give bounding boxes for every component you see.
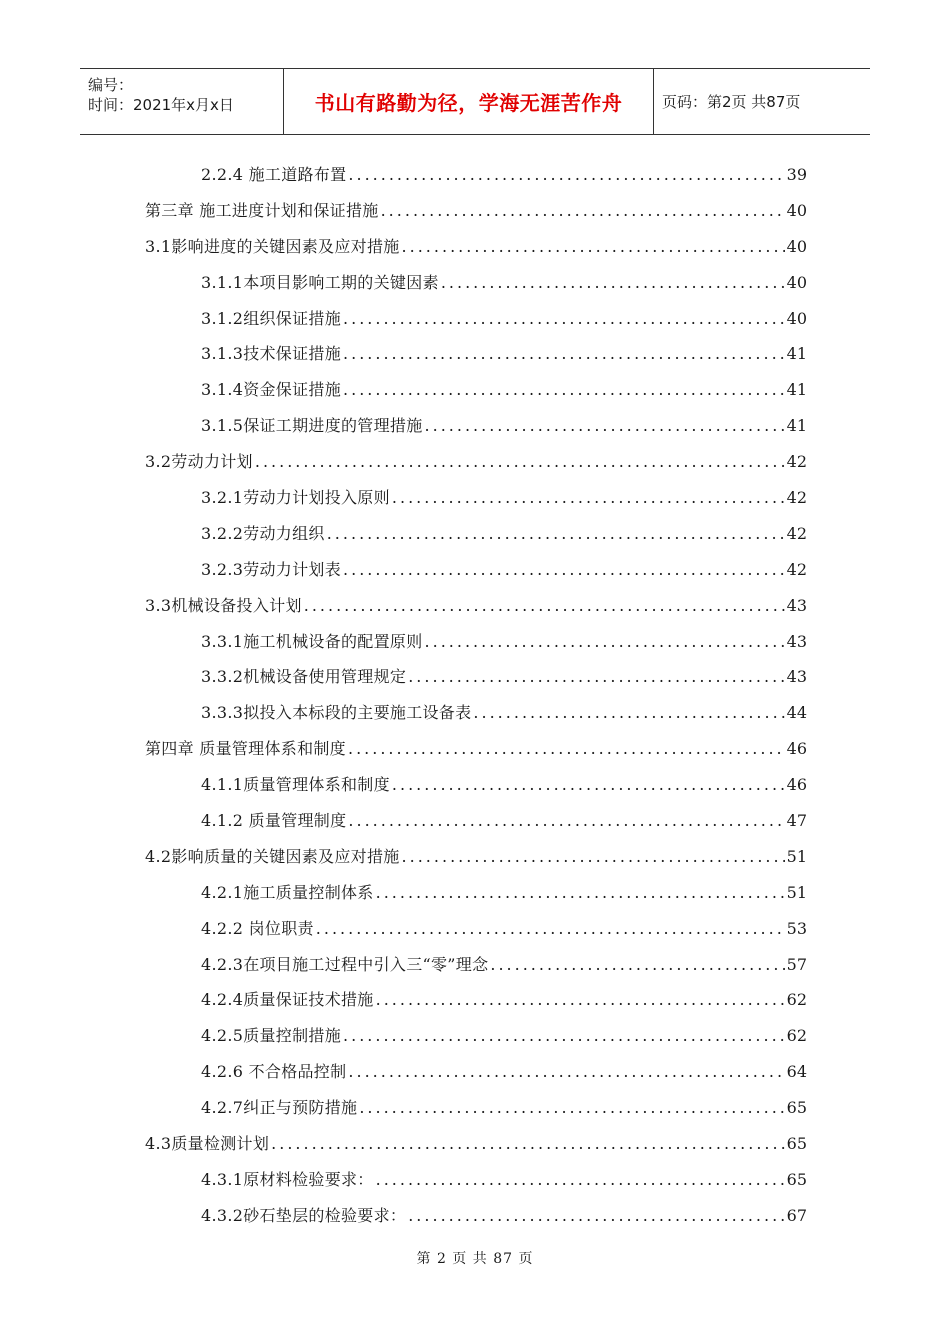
- toc-entry[interactable]: [145, 1198, 807, 1234]
- toc-entry-title: 4.2.5质量控制措施: [201, 1026, 342, 1046]
- header-motto: 书山有路勤为径，学海无涯苦作舟: [284, 69, 654, 134]
- toc-dot-leader: [441, 265, 785, 301]
- toc-entry[interactable]: [145, 659, 807, 695]
- toc-entry-page-number: 67: [786, 1205, 807, 1225]
- toc-entry-page-number: 40: [786, 272, 807, 292]
- toc-entry-page-number: 42: [786, 559, 807, 579]
- toc-entry[interactable]: [145, 408, 807, 444]
- toc-dot-leader: [392, 767, 785, 803]
- toc-entry-page-number: 62: [786, 1026, 807, 1046]
- toc-entry-page-number: 64: [786, 1062, 807, 1082]
- toc-entry[interactable]: [145, 875, 807, 911]
- toc-entry-title: 3.2.3劳动力计划表: [201, 559, 342, 579]
- toc-entry[interactable]: [145, 480, 807, 516]
- toc-entry-page-number: 42: [786, 523, 807, 543]
- toc-dot-leader: [490, 947, 784, 983]
- toc-entry-title: 4.1.2 质量管理制度: [201, 811, 347, 831]
- toc-entry[interactable]: [145, 516, 807, 552]
- toc-entry[interactable]: [145, 301, 807, 337]
- toc-entry[interactable]: [145, 839, 807, 875]
- toc-dot-leader: [343, 1018, 785, 1054]
- toc-dot-leader: [376, 982, 785, 1018]
- toc-dot-leader: [425, 408, 785, 444]
- toc-dot-leader: [348, 803, 784, 839]
- toc-dot-leader: [408, 659, 784, 695]
- toc-dot-leader: [343, 301, 785, 337]
- toc-dot-leader: [381, 193, 785, 229]
- toc-entry-title: 4.1.1质量管理体系和制度: [201, 775, 390, 795]
- toc-entry-title: 4.2.1施工质量控制体系: [201, 882, 374, 902]
- toc-entry[interactable]: [145, 1090, 807, 1126]
- toc-entry-page-number: 42: [786, 488, 807, 508]
- toc-dot-leader: [348, 157, 784, 193]
- toc-entry[interactable]: [145, 193, 807, 229]
- toc-dot-leader: [392, 480, 785, 516]
- toc-entry[interactable]: [145, 803, 807, 839]
- toc-entry-page-number: 51: [786, 846, 807, 866]
- toc-entry[interactable]: [145, 1162, 807, 1198]
- toc-entry-title: 4.2.4质量保证技术措施: [201, 990, 374, 1010]
- toc-dot-leader: [359, 1090, 784, 1126]
- toc-entry-page-number: 65: [786, 1098, 807, 1118]
- toc-dot-leader: [425, 624, 785, 660]
- toc-dot-leader: [255, 444, 785, 480]
- toc-entry-page-number: 65: [786, 1169, 807, 1189]
- toc-entry-title: 3.3.2机械设备使用管理规定: [201, 667, 407, 687]
- toc-entry-title: 4.2.7纠正与预防措施: [201, 1098, 358, 1118]
- toc-entry-title: 3.1.2组织保证措施: [201, 308, 342, 328]
- toc-dot-leader: [473, 695, 784, 731]
- toc-entry[interactable]: [145, 695, 807, 731]
- toc-entry-page-number: 51: [786, 882, 807, 902]
- toc-entry-page-number: 57: [786, 954, 807, 974]
- toc-entry-page-number: 43: [786, 667, 807, 687]
- toc-entry-title: 第三章 施工进度计划和保证措施: [145, 200, 379, 220]
- toc-entry-title: 3.3.1施工机械设备的配置原则: [201, 631, 423, 651]
- toc-dot-leader: [402, 839, 785, 875]
- toc-entry-page-number: 65: [786, 1134, 807, 1154]
- toc-entry-title: 3.1影响进度的关键因素及应对措施: [145, 236, 400, 256]
- toc-entry[interactable]: [145, 336, 807, 372]
- toc-dot-leader: [376, 1162, 785, 1198]
- header-meta: [80, 69, 284, 134]
- toc-entry-title: 4.3.1原材料检验要求：: [201, 1169, 374, 1189]
- toc-entry-page-number: 40: [786, 236, 807, 256]
- toc-entry-title: 3.3.3拟投入本标段的主要施工设备表: [201, 703, 472, 723]
- toc-dot-leader: [408, 1198, 784, 1234]
- toc-entry-title: 2.2.4 施工道路布置: [201, 165, 347, 184]
- table-of-contents: [145, 157, 807, 1234]
- toc-entry[interactable]: [145, 731, 807, 767]
- toc-dot-leader: [348, 1054, 784, 1090]
- toc-entry-page-number: 46: [786, 739, 807, 759]
- toc-entry-title: 3.2.1劳动力计划投入原则: [201, 488, 390, 508]
- toc-entry-page-number: 39: [786, 165, 807, 184]
- toc-entry-title: 3.3机械设备投入计划: [145, 595, 302, 615]
- toc-dot-leader: [348, 731, 785, 767]
- toc-entry[interactable]: [145, 911, 807, 947]
- toc-dot-leader: [343, 552, 785, 588]
- toc-entry[interactable]: [145, 229, 807, 265]
- toc-entry-title: 3.1.1本项目影响工期的关键因素: [201, 272, 439, 292]
- toc-entry-page-number: 44: [786, 703, 807, 723]
- toc-entry-title: 3.1.3技术保证措施: [201, 344, 342, 364]
- toc-entry-title: 4.2.3在项目施工过程中引入三“零”理念: [201, 954, 489, 974]
- toc-entry[interactable]: [145, 372, 807, 408]
- toc-entry-page-number: 41: [786, 380, 807, 400]
- toc-dot-leader: [271, 1126, 784, 1162]
- toc-entry-title: 3.1.4资金保证措施: [201, 380, 342, 400]
- toc-entry[interactable]: [145, 767, 807, 803]
- toc-entry-page-number: 47: [786, 811, 807, 831]
- toc-entry-title: 4.3质量检测计划: [145, 1134, 270, 1154]
- page-footer: 第 2 页 共 87 页: [416, 1251, 534, 1267]
- toc-entry[interactable]: [145, 157, 807, 193]
- toc-entry-page-number: 43: [786, 631, 807, 651]
- toc-entry-page-number: 46: [786, 775, 807, 795]
- toc-entry-page-number: 42: [786, 452, 807, 472]
- toc-dot-leader: [304, 588, 785, 624]
- toc-dot-leader: [343, 336, 785, 372]
- toc-entry-title: 4.2.2 岗位职责: [201, 918, 314, 938]
- toc-entry[interactable]: [145, 982, 807, 1018]
- toc-entry-page-number: 43: [786, 595, 807, 615]
- toc-entry[interactable]: [145, 947, 807, 983]
- toc-entry[interactable]: [145, 1054, 807, 1090]
- toc-entry[interactable]: [145, 552, 807, 588]
- toc-entry-title: 4.3.2砂石垫层的检验要求：: [201, 1205, 407, 1225]
- toc-dot-leader: [343, 372, 785, 408]
- toc-entry[interactable]: [145, 265, 807, 301]
- page-header: [80, 68, 870, 135]
- toc-entry-title: 3.2.2劳动力组织: [201, 523, 325, 543]
- toc-dot-leader: [316, 911, 785, 947]
- toc-entry-page-number: 53: [786, 918, 807, 938]
- toc-entry-page-number: 40: [786, 200, 807, 220]
- document-number-label: 编号：: [88, 76, 134, 94]
- document-time-label: 时间：2021年x月x日: [88, 96, 234, 114]
- toc-entry[interactable]: [145, 588, 807, 624]
- toc-entry-title: 3.1.5保证工期进度的管理措施: [201, 416, 423, 436]
- toc-entry-title: 3.2劳动力计划: [145, 452, 253, 472]
- toc-entry-title: 第四章 质量管理体系和制度: [145, 739, 346, 759]
- toc-entry-page-number: 41: [786, 416, 807, 436]
- header-page-info: 页码：第2页 共87页: [662, 93, 801, 111]
- toc-entry[interactable]: [145, 624, 807, 660]
- toc-dot-leader: [376, 875, 785, 911]
- toc-entry[interactable]: [145, 1018, 807, 1054]
- toc-entry-page-number: 41: [786, 344, 807, 364]
- toc-entry-title: 4.2影响质量的关键因素及应对措施: [145, 846, 400, 866]
- toc-entry-page-number: 40: [786, 308, 807, 328]
- toc-entry-title: 4.2.6 不合格品控制: [201, 1062, 347, 1082]
- toc-entry-page-number: 62: [786, 990, 807, 1010]
- toc-entry[interactable]: [145, 444, 807, 480]
- toc-entry[interactable]: [145, 1126, 807, 1162]
- toc-dot-leader: [327, 516, 785, 552]
- toc-dot-leader: [402, 229, 785, 265]
